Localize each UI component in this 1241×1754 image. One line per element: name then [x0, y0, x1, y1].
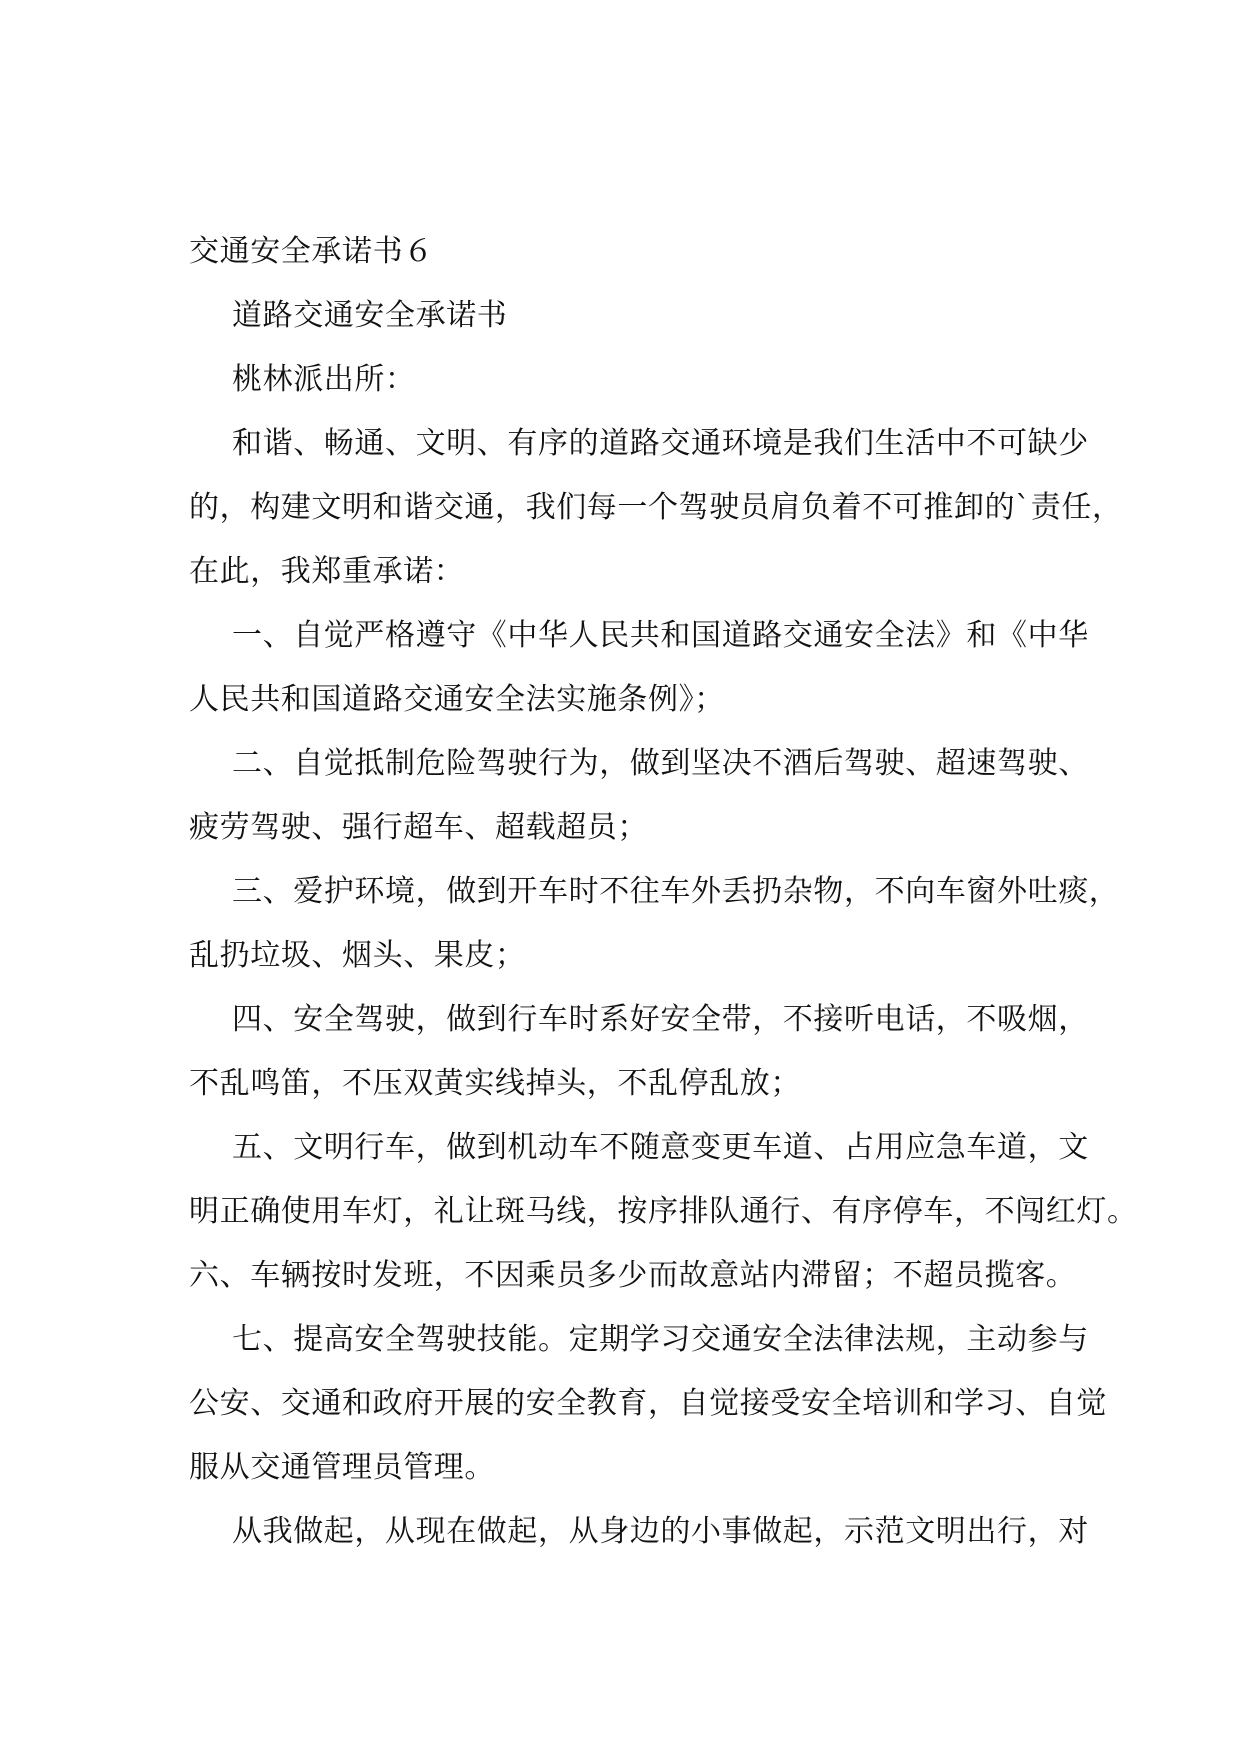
paragraph-line: 四、安全驾驶，做到行车时系好安全带，不接听电话，不吸烟，	[232, 1002, 1089, 1037]
paragraph-line: 的，构建文明和谐交通，我们每一个驾驶员肩负着不可推卸的`责任，	[189, 490, 1123, 525]
paragraph-line: 服从交通管理员管理。	[189, 1450, 495, 1485]
paragraph-line: 三、爱护环境，做到开车时不往车外丢扔杂物，不向车窗外吐痰，	[232, 874, 1120, 909]
addressee: 桃林派出所：	[232, 362, 416, 397]
paragraph-line: 从我做起，从现在做起，从身边的小事做起，示范文明出行，对	[232, 1514, 1089, 1549]
document-title: 交通安全承诺书６	[189, 234, 434, 269]
paragraph-line: 乱扔垃圾、烟头、果皮；	[189, 938, 526, 973]
paragraph-line: 人民共和国道路交通安全法实施条例》；	[189, 682, 725, 717]
paragraph-line: 五、文明行车，做到机动车不随意变更车道、占用应急车道，文	[232, 1130, 1089, 1165]
paragraph-line: 一、自觉严格遵守《中华人民共和国道路交通安全法》和《中华	[232, 618, 1089, 653]
paragraph-line: 明正确使用车灯，礼让斑马线，按序排队通行、有序停车，不闯红灯。	[189, 1194, 1138, 1229]
document-subtitle: 道路交通安全承诺书	[232, 298, 508, 333]
paragraph-line: 六、车辆按时发班，不因乘员多少而故意站内滞留；不超员揽客。	[189, 1258, 1077, 1293]
paragraph-line: 疲劳驾驶、强行超车、超载超员；	[189, 810, 648, 845]
paragraph-line: 二、自觉抵制危险驾驶行为，做到坚决不酒后驾驶、超速驾驶、	[232, 746, 1089, 781]
paragraph-line: 不乱鸣笛，不压双黄实线掉头，不乱停乱放；	[189, 1066, 801, 1101]
paragraph-line: 七、提高安全驾驶技能。定期学习交通安全法律法规，主动参与	[232, 1322, 1089, 1357]
paragraph-line: 公安、交通和政府开展的安全教育，自觉接受安全培训和学习、自觉	[189, 1386, 1107, 1421]
paragraph-line: 在此，我郑重承诺：	[189, 554, 465, 589]
paragraph-line: 和谐、畅通、文明、有序的道路交通环境是我们生活中不可缺少	[232, 426, 1089, 461]
